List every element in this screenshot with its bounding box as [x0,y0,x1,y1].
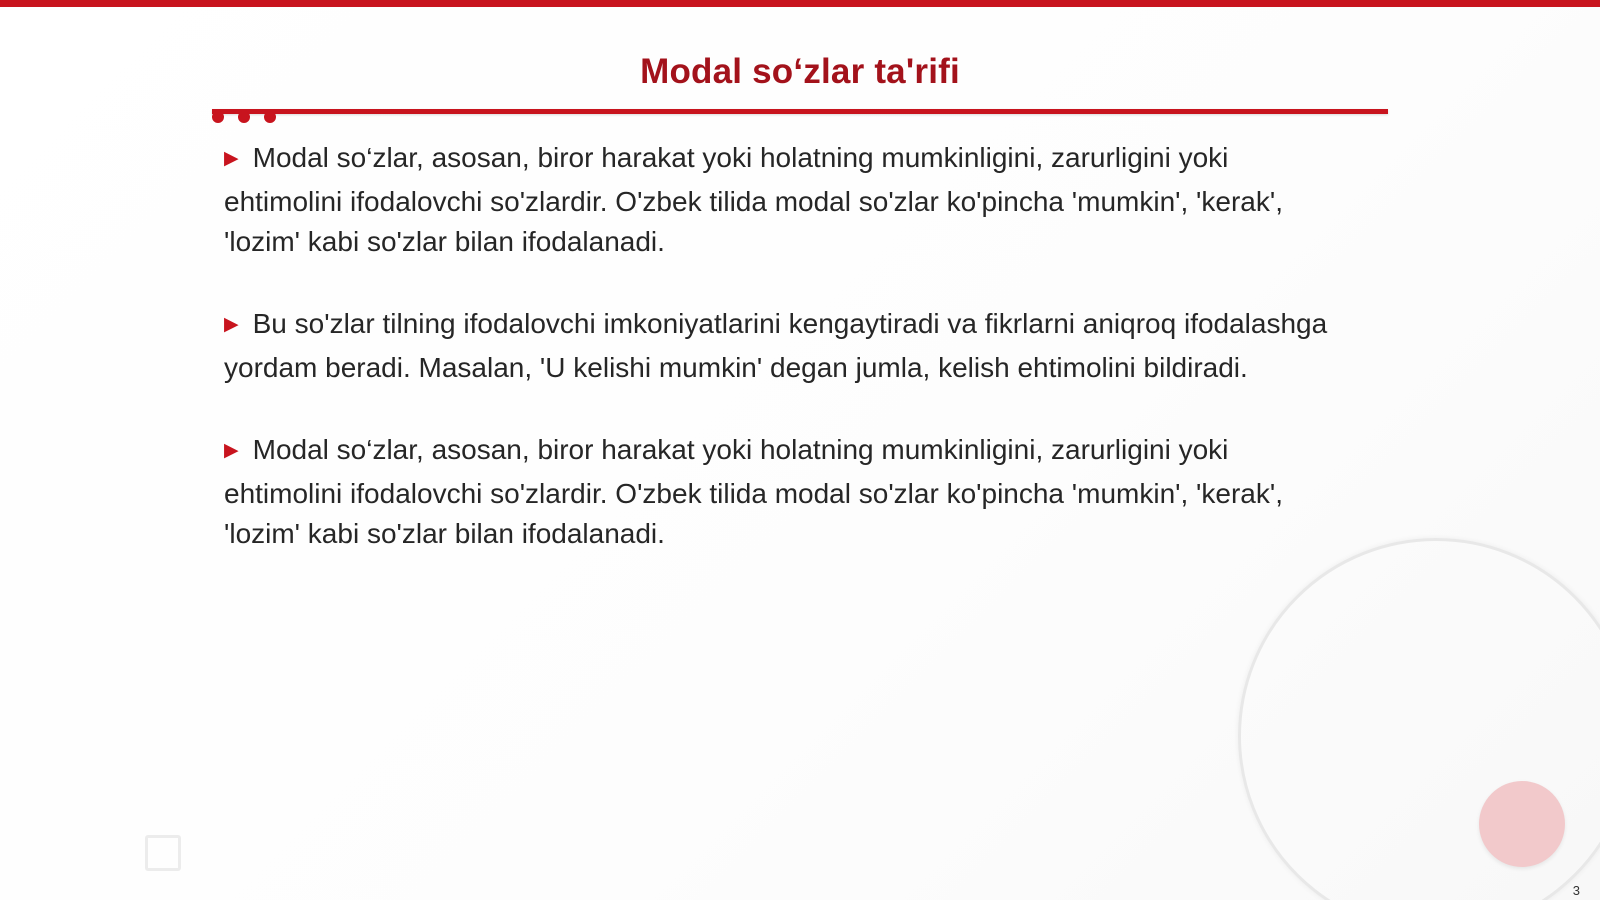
bullet-item [224,430,1354,554]
bullet-arrow-icon: ▶ [224,440,239,461]
page-number: 3 [1572,883,1580,898]
bullet-item [224,138,1354,262]
slide-title: Modal so‘zlar ta'rifi [640,52,960,91]
title-underline [212,109,1388,114]
decorative-pink-circle [1479,781,1565,867]
decorative-square [145,835,181,871]
bullet-text: Modal so‘zlar, asosan, biror harakat yoki holatning mumkinligini, zarurligini yoki ehtimolini ifodalovchi so'zlardir. O'zbek tilida modal so'zlar ko'pincha 'mumkin', 'kerak', 'lozim' kabi so'zlar bilan ifodalanadi. [224,434,1283,549]
bullet-arrow-icon: ▶ [224,148,239,169]
bullet-list [224,138,1354,596]
bullet-text: Modal so‘zlar, asosan, biror harakat yoki holatning mumkinligini, zarurligini yoki ehtimolini ifodalovchi so'zlardir. O'zbek tilida modal so'zlar ko'pincha 'mumkin', 'kerak', 'lozim' kabi so'zlar bilan ifodalanadi. [224,142,1283,257]
decorative-dot-2 [238,111,250,123]
bullet-item [224,304,1354,388]
decorative-dot-3 [264,111,276,123]
bullet-text: Bu so'zlar tilning ifodalovchi imkoniyatlarini kengaytiradi va fikrlarni aniqroq ifodalashga yordam beradi. Masalan, 'U kelishi mumkin' degan jumla, kelish ehtimolini bildiradi. [224,308,1328,383]
bullet-arrow-icon: ▶ [224,314,239,335]
decorative-dot-1 [212,111,224,123]
top-accent-bar [0,0,1600,7]
